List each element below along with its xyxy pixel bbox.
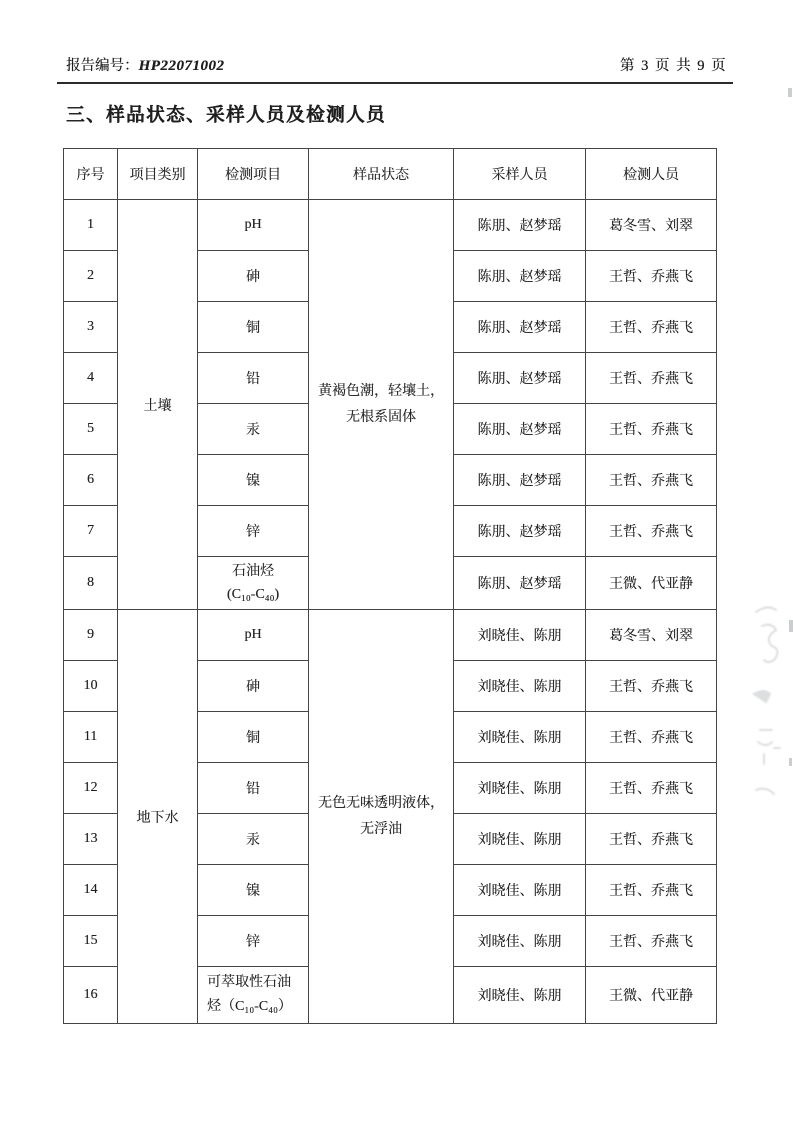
item-cell bbox=[198, 557, 309, 610]
tester-cell: 王哲、乔燕飞 bbox=[586, 404, 717, 455]
row-no-cell: 14 bbox=[64, 865, 118, 916]
page-indicator: 第 3 页 共 9 页 bbox=[619, 58, 727, 74]
sampler-cell: 刘晓佳、陈朋 bbox=[454, 610, 586, 661]
col-header-category: 项目类别 bbox=[118, 149, 198, 200]
sample-state-cell bbox=[309, 200, 454, 610]
sampler-cell: 陈朋、赵梦瑶 bbox=[454, 200, 586, 251]
tester-cell: 王哲、乔燕飞 bbox=[586, 916, 717, 967]
scan-edge-artifact bbox=[788, 88, 792, 97]
tester-cell: 王微、代亚静 bbox=[586, 967, 717, 1024]
section-title: 三、样品状态、采样人员及检测人员 bbox=[66, 106, 387, 126]
row-no-cell: 5 bbox=[64, 404, 118, 455]
row-no-cell: 3 bbox=[64, 302, 118, 353]
col-header-item: 检测项目 bbox=[198, 149, 309, 200]
scan-edge-artifact bbox=[789, 620, 793, 632]
tester-cell: 葛冬雪、刘翠 bbox=[586, 200, 717, 251]
row-no-cell: 9 bbox=[64, 610, 118, 661]
row-no-cell: 15 bbox=[64, 916, 118, 967]
sampler-cell: 刘晓佳、陈朋 bbox=[454, 763, 586, 814]
sampler-cell: 刘晓佳、陈朋 bbox=[454, 916, 586, 967]
sampler-cell: 陈朋、赵梦瑶 bbox=[454, 302, 586, 353]
col-header-seq: 序号 bbox=[64, 149, 118, 200]
row-no-cell: 4 bbox=[64, 353, 118, 404]
report-number-value: HP22071002 bbox=[138, 58, 225, 74]
report-number bbox=[66, 54, 224, 75]
tester-cell: 王哲、乔燕飞 bbox=[586, 302, 717, 353]
item-line: 可萃取性石油 bbox=[207, 975, 291, 990]
item-cell: 砷 bbox=[198, 251, 309, 302]
item-cell: 汞 bbox=[198, 404, 309, 455]
sample-state-line: 无色无味透明液体， bbox=[318, 795, 444, 811]
tester-cell: 葛冬雪、刘翠 bbox=[586, 610, 717, 661]
row-no-cell: 12 bbox=[64, 763, 118, 814]
item-cell: 铅 bbox=[198, 353, 309, 404]
sampler-cell: 刘晓佳、陈朋 bbox=[454, 661, 586, 712]
sampler-cell: 陈朋、赵梦瑶 bbox=[454, 251, 586, 302]
sample-state-line: 无浮油 bbox=[360, 821, 402, 837]
item-cell: 铅 bbox=[198, 763, 309, 814]
item-cell: 镍 bbox=[198, 455, 309, 506]
item-line: 石油烃 bbox=[232, 564, 274, 579]
sampler-cell: 陈朋、赵梦瑶 bbox=[454, 557, 586, 610]
sample-state-cell bbox=[309, 610, 454, 1024]
row-no-cell: 11 bbox=[64, 712, 118, 763]
tester-cell: 王哲、乔燕飞 bbox=[586, 763, 717, 814]
sample-status-table bbox=[63, 148, 717, 1024]
tester-cell: 王哲、乔燕飞 bbox=[586, 661, 717, 712]
sampler-cell: 陈朋、赵梦瑶 bbox=[454, 353, 586, 404]
item-cell: 锌 bbox=[198, 506, 309, 557]
row-no-cell: 7 bbox=[64, 506, 118, 557]
table-row bbox=[64, 200, 717, 251]
item-cell: 铜 bbox=[198, 712, 309, 763]
tester-cell: 王哲、乔燕飞 bbox=[586, 814, 717, 865]
sampler-cell: 刘晓佳、陈朋 bbox=[454, 712, 586, 763]
item-cell: pH bbox=[198, 200, 309, 251]
sample-state-line: 无根系固体 bbox=[346, 409, 416, 425]
item-line: (C₁₀-C₄₀) bbox=[226, 587, 280, 602]
item-cell: 砷 bbox=[198, 661, 309, 712]
report-number-label: 报告编号： bbox=[66, 58, 139, 74]
tester-cell: 王哲、乔燕飞 bbox=[586, 251, 717, 302]
header-divider bbox=[57, 82, 733, 84]
row-no-cell: 6 bbox=[64, 455, 118, 506]
category-cell: 土壤 bbox=[118, 200, 198, 610]
item-cell: 镍 bbox=[198, 865, 309, 916]
sample-state-line: 黄褐色潮，轻壤土， bbox=[318, 383, 444, 399]
category-cell: 地下水 bbox=[118, 610, 198, 1024]
col-header-state: 样品状态 bbox=[309, 149, 454, 200]
tester-cell: 王哲、乔燕飞 bbox=[586, 865, 717, 916]
tester-cell: 王哲、乔燕飞 bbox=[586, 506, 717, 557]
scan-edge-artifact bbox=[789, 758, 792, 766]
tester-cell: 王哲、乔燕飞 bbox=[586, 455, 717, 506]
row-no-cell: 13 bbox=[64, 814, 118, 865]
sampler-cell: 陈朋、赵梦瑶 bbox=[454, 506, 586, 557]
row-no-cell: 1 bbox=[64, 200, 118, 251]
item-cell: pH bbox=[198, 610, 309, 661]
sampler-cell: 刘晓佳、陈朋 bbox=[454, 814, 586, 865]
col-header-tester: 检测人员 bbox=[586, 149, 717, 200]
page-header bbox=[66, 54, 727, 75]
row-no-cell: 8 bbox=[64, 557, 118, 610]
scan-bleed-artifact bbox=[738, 598, 788, 808]
item-cell bbox=[198, 967, 309, 1024]
sampler-cell: 刘晓佳、陈朋 bbox=[454, 967, 586, 1024]
tester-cell: 王微、代亚静 bbox=[586, 557, 717, 610]
sampler-cell: 陈朋、赵梦瑶 bbox=[454, 455, 586, 506]
table-header-row bbox=[64, 149, 717, 200]
row-no-cell: 2 bbox=[64, 251, 118, 302]
item-cell: 铜 bbox=[198, 302, 309, 353]
sampler-cell: 刘晓佳、陈朋 bbox=[454, 865, 586, 916]
table-row bbox=[64, 610, 717, 661]
item-cell: 锌 bbox=[198, 916, 309, 967]
item-cell: 汞 bbox=[198, 814, 309, 865]
tester-cell: 王哲、乔燕飞 bbox=[586, 712, 717, 763]
row-no-cell: 16 bbox=[64, 967, 118, 1024]
row-no-cell: 10 bbox=[64, 661, 118, 712]
item-line: 烃（C₁₀-C₄₀） bbox=[207, 999, 292, 1014]
col-header-sampler: 采样人员 bbox=[454, 149, 586, 200]
tester-cell: 王哲、乔燕飞 bbox=[586, 353, 717, 404]
sampler-cell: 陈朋、赵梦瑶 bbox=[454, 404, 586, 455]
